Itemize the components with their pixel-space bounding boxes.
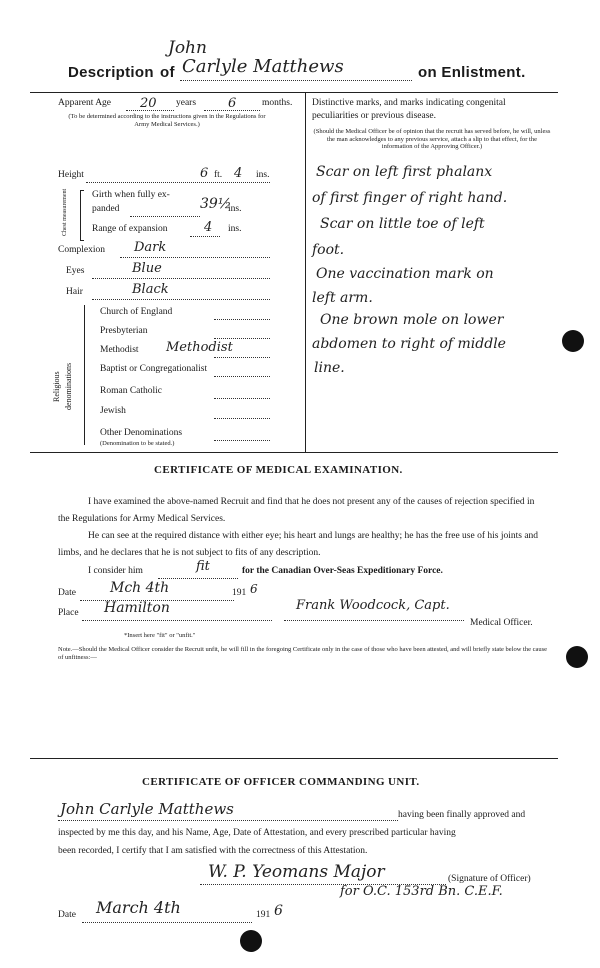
hair-value: Black	[132, 282, 169, 297]
marks-heading-2: peculiarities or previous disease.	[312, 111, 436, 121]
officer-line2: inspected by me this day, and his Name, Age, Date of Attestation, and every prescribed particular having	[58, 828, 456, 838]
range-label: Range of expansion	[92, 224, 168, 234]
height-inches: 4	[234, 166, 243, 181]
punch-hole-middle	[566, 646, 588, 668]
officer-line1-suffix: having been finally approved and	[398, 810, 526, 820]
religion-label: Other Denominations	[100, 428, 183, 438]
height-label: Height	[58, 170, 84, 180]
medical-note: Note.—Should the Medical Officer consider the Recruit unfit, he will fill in the foregoing Certificate only in the case of those who have been attested, and will briefly state below the cause of unfitness:—	[58, 646, 548, 661]
officer-for-unit: for O.C. 153rd Bn. C.E.F.	[340, 884, 503, 899]
of-word: of	[160, 64, 175, 81]
height-feet: 6	[200, 166, 209, 181]
girth-value: 39½	[200, 196, 232, 212]
years-label: years	[176, 98, 197, 108]
medical-year: 6	[250, 582, 258, 596]
surname: Carlyle Matthews	[182, 56, 344, 77]
fit-value: fit	[196, 559, 210, 574]
girth-label-2: panded	[92, 204, 120, 214]
punch-hole-bottom	[240, 930, 262, 952]
complexion-label: Complexion	[58, 245, 105, 255]
distinctive-mark-line: One vaccination mark on	[316, 266, 494, 282]
age-note: (To be determined according to the instructions given in the Regulations for Army Medical Services.)	[68, 113, 266, 128]
distinctive-mark-line: of first finger of right hand.	[312, 190, 508, 206]
girth-unit: ins.	[228, 204, 242, 214]
officer-date-label: Date	[58, 910, 76, 920]
height-ft-label: ft.	[214, 170, 223, 180]
distinctive-mark-line: foot.	[312, 242, 345, 258]
medical-officer-signature: Frank Woodcock, Capt.	[296, 598, 450, 613]
medical-date: Mch 4th	[110, 580, 170, 596]
religion-label: Church of England	[100, 307, 173, 317]
range-unit: ins.	[228, 224, 242, 234]
distinctive-mark-line: Scar on little toe of left	[320, 216, 485, 232]
place-label: Place	[58, 608, 79, 618]
medical-cert-title: CERTIFICATE OF MEDICAL EXAMINATION.	[154, 464, 403, 476]
distinctive-mark-line: left arm.	[312, 290, 373, 306]
other-denom-note: (Denomination to be stated.)	[100, 440, 175, 447]
religion-label: Roman Catholic	[100, 386, 163, 396]
medical-officer-label: Medical Officer.	[470, 618, 533, 628]
eyes-value: Blue	[132, 261, 162, 276]
officer-line3: been recorded, I certify that I am satisfied with the correctness of this Attestation.	[58, 846, 368, 856]
months-label: months.	[262, 98, 293, 108]
age-years: 20	[140, 96, 157, 111]
officer-date: March 4th	[96, 898, 181, 917]
place-value: Hamilton	[104, 600, 170, 616]
distinctive-mark-line: One brown mole on lower	[320, 312, 504, 328]
given-name: John	[168, 38, 207, 58]
consider-prefix: I consider him	[88, 566, 143, 576]
hair-label: Hair	[66, 287, 83, 297]
religion-label: Baptist or Congregationalist	[100, 364, 208, 374]
officer-recruit-name: John Carlyle Matthews	[60, 800, 234, 818]
religion-label: Presbyterian	[100, 326, 148, 336]
officer-signature-label: (Signature of Officer)	[448, 874, 531, 884]
description-heading: Description	[68, 64, 154, 81]
officer-year: 6	[274, 903, 283, 919]
distinctive-mark-line: line.	[314, 360, 345, 376]
religion-value: Methodist	[166, 340, 233, 355]
complexion-value: Dark	[134, 240, 167, 255]
religious-label-1: Religious	[52, 371, 61, 402]
range-value: 4	[204, 220, 213, 235]
chest-side-label: Chest measurement	[62, 188, 68, 236]
medical-year-prefix: 191	[232, 588, 247, 598]
eyes-label: Eyes	[66, 266, 85, 276]
marks-heading-1: Distinctive marks, and marks indicating congenital	[312, 98, 506, 108]
consider-suffix: for the Canadian Over-Seas Expeditionary Force.	[242, 566, 443, 576]
religious-label-2: denominations	[64, 362, 73, 410]
age-months: 6	[228, 96, 237, 111]
apparent-age-label: Apparent Age	[58, 98, 112, 108]
officer-cert-title: CERTIFICATE OF OFFICER COMMANDING UNIT.	[142, 776, 420, 788]
punch-hole-top	[562, 330, 584, 352]
medical-para-1: I have examined the above-named Recruit and find that he does not present any of the causes of rejection specified in the Regulations for Army Medical Services.	[58, 497, 535, 524]
medical-para-2: He can see at the required distance with either eye; his heart and lungs are healthy; he has the free use of his joints and limbs, and he declares that he is not subject to fits of any description.	[58, 531, 539, 558]
officer-signature: W. P. Yeomans Major	[208, 862, 385, 882]
marks-note: (Should the Medical Officer be of opinion that the recruit has served before, he will, unless the man acknowledges to any previous service, attach a slip to that effect, for the information of the Approving Officer.)	[313, 128, 551, 150]
insert-note: *Insert here "fit" or "unfit."	[124, 632, 196, 639]
officer-year-prefix: 191	[256, 910, 271, 920]
medical-date-label: Date	[58, 588, 76, 598]
distinctive-mark-line: Scar on left first phalanx	[316, 164, 493, 180]
distinctive-mark-line: abdomen to right of middle	[312, 336, 506, 352]
on-enlistment: on Enlistment.	[418, 64, 526, 81]
height-ins-label: ins.	[256, 170, 270, 180]
religion-label: Jewish	[100, 406, 126, 416]
religion-label: Methodist	[100, 345, 139, 355]
girth-label-1: Girth when fully ex-	[92, 190, 170, 200]
